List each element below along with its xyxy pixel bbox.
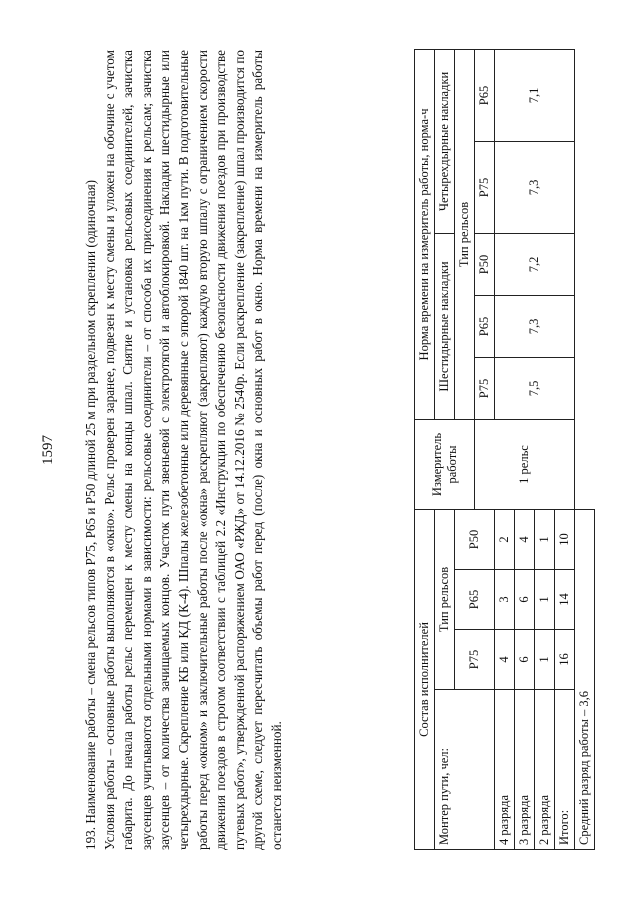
rail-type-p65: Р65 — [455, 570, 495, 630]
norm-six-p50: 7,2 — [495, 233, 575, 295]
cell: 16 — [555, 630, 575, 690]
work-title: 193. Наименование работы – смена рельсов типов Р75, Р65 и Р50 длиной 25 м при раздельном скреплении (одиночная) — [83, 179, 98, 850]
page-number: 1597 — [40, 435, 56, 465]
cell: 4 — [495, 630, 515, 690]
unit-value: 1 рельс — [475, 419, 575, 509]
cell: 10 — [555, 509, 575, 569]
body-text — [82, 50, 287, 850]
cell: 1 — [535, 509, 555, 569]
row-label-monter: Монтер пути, чел: — [435, 690, 495, 850]
row-label: Итого: — [555, 690, 575, 850]
norm-four-type-p65: Р65 — [475, 49, 495, 141]
norm-type-p65: Р65 — [475, 295, 495, 357]
header-four-hole: Четырехдырные накладки — [435, 49, 455, 233]
row-label: 3 разряда — [515, 690, 535, 850]
norm-four-type-p75: Р75 — [475, 141, 495, 233]
cell: 3 — [495, 570, 515, 630]
header-staff: Состав исполнителей — [415, 509, 435, 849]
header-norm: Норма времени на измеритель работы, норма-ч — [415, 49, 435, 419]
cell: 6 — [515, 570, 535, 630]
norm-six-p65: 7,3 — [495, 295, 575, 357]
work-conditions: Условия работы – основные работы выполняются в «окно». Рельс проверен заранее, подвезен к месту смены и уложен на обочине с учетом габарита. До начала работы рельс перемещен к месту смены на концы шпал. Снятие и установка рельсовых соединителей, зачистка заусенцев учитываются отдельными нормами в зависимости: рельсовые соединители – от способа их присоединения к рельсам; зачистка заусенцев – от количества зачищаемых концов. Участок пути звеньевой с электротягой и автоблокировкой. Накладки шестидырные или четырехдырные. Скрепление КБ или КД (К-4). Шпалы железобетонные или деревянные с эпюрой 1840 шт. на 1км пути. В подготовительные работы перед «окном» и заключительные работы после «окна» раскрепляют (закрепляют) каждую вторую шпалу с ограничением скорости движения поездов в строгом соответствии с таблицей 2.2 «Инструкции по обеспечению безопасности движения поездов при производстве путевых работ», утвержденной распоряжением ОАО «РЖД» от 14.12.2016 № 2540р. Если раскрепление (закрепление) шпал производится по другой схеме, следует пересчитать объемы работ перед (после) окна и основных работ в окно. Норма времени на измеритель работы останется неизменной. — [101, 50, 284, 850]
cell: 6 — [515, 630, 535, 690]
norms-table — [414, 49, 595, 850]
cell: 14 — [555, 570, 575, 630]
norm-type-p75: Р75 — [475, 357, 495, 419]
norm-six-p75: 7,5 — [495, 357, 575, 419]
norm-four-p75: 7,3 — [495, 141, 575, 233]
norm-four-p65: 7,1 — [495, 49, 575, 141]
rail-type-p75: Р75 — [455, 630, 495, 690]
row-label: 4 разряда — [495, 690, 515, 850]
table-header-row-1 — [415, 49, 435, 849]
table-row-avg-grade — [575, 49, 595, 849]
cell: 2 — [495, 509, 515, 569]
row-label: 2 разряда — [535, 690, 555, 850]
cell: 1 — [535, 570, 555, 630]
cell: 1 — [535, 630, 555, 690]
norm-type-p50: Р50 — [475, 233, 495, 295]
header-rail-type-norm: Тип рельсов — [455, 49, 475, 419]
header-rail-type-staff: Тип рельсов — [435, 509, 455, 689]
rotated-page — [40, 50, 600, 850]
cell: 4 — [515, 509, 535, 569]
empty-cell — [575, 49, 595, 509]
avg-grade: Средний разряд работы – 3,6 — [575, 509, 595, 849]
header-six-hole: Шестидырные накладки — [435, 233, 455, 419]
header-unit: Измеритель работы — [415, 419, 475, 509]
rail-type-p50: Р50 — [455, 509, 495, 569]
